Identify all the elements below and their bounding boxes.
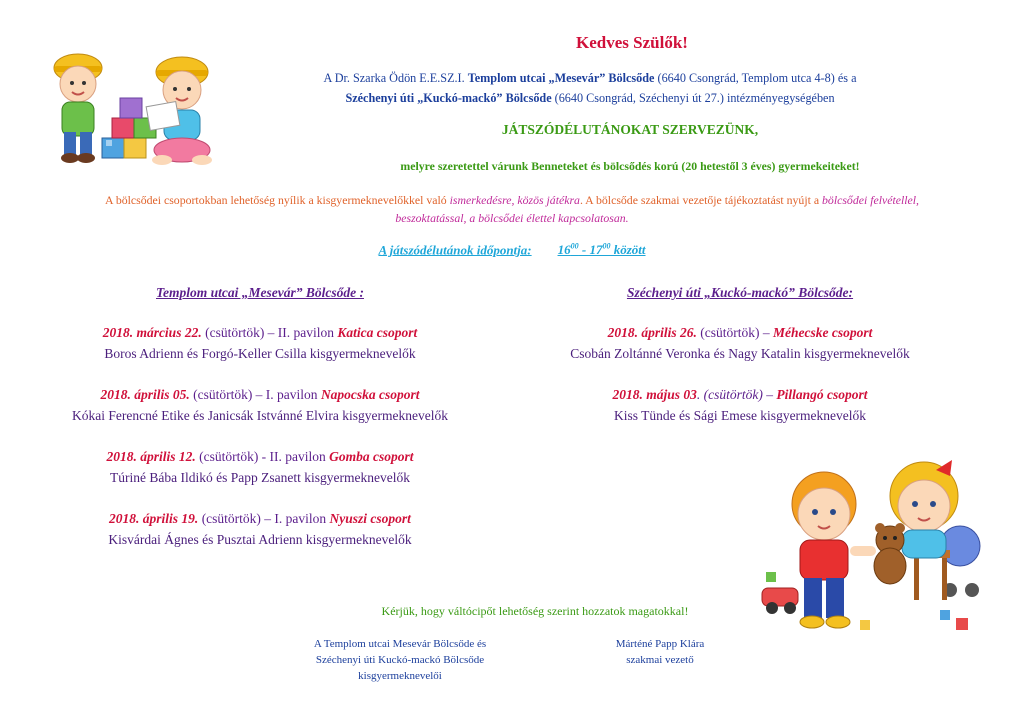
intro-text-3: (6640 Csongrád, Széchenyi út 27.) intézményegységében xyxy=(551,91,835,105)
signature-right xyxy=(580,636,740,668)
signature-left xyxy=(280,636,520,684)
entry-date: 2018. április 12. xyxy=(106,449,196,464)
info-italic-3: beszoktatással, a bölcsődei élettel kapcsolatosan. xyxy=(395,211,629,225)
time-sep: - 17 xyxy=(578,242,603,258)
right-column-heading: Széchenyi úti „Kuckó-mackó” Bölcsőde: xyxy=(626,285,854,300)
entry-date: 2018. május 03 xyxy=(612,387,697,402)
entry-details: (csütörtök) – I. pavilon xyxy=(198,511,330,526)
left-column-heading: Templom utcai „Mesevár” Bölcsőde : xyxy=(156,285,364,300)
entry-caregivers: Boros Adrienn és Forgó-Keller Csilla kisgyermeknevelők xyxy=(104,346,416,361)
time-suffix: között xyxy=(610,242,646,258)
entry-details: (csütörtök) – xyxy=(696,325,773,340)
time-label: A játszódélutánok időpontja: xyxy=(378,242,532,258)
schedule-entry xyxy=(20,384,500,426)
footer-note: Kérjük, hogy váltócipőt lehetőség szerint hozzatok magatokkal! xyxy=(381,604,689,618)
entry-caregivers: Csobán Zoltánné Veronka és Nagy Katalin kisgyermeknevelők xyxy=(570,346,910,361)
entry-group: Pillangó csoport xyxy=(776,387,868,402)
nursery-mesevar-name: Templom utcai „Mesevár” Bölcsőde xyxy=(467,71,655,85)
entry-details: (csütörtök) – II. pavilon xyxy=(201,325,338,340)
entry-details: (csütörtök) – I. pavilon xyxy=(189,387,321,402)
time-from: 16 xyxy=(557,242,571,258)
time-range xyxy=(558,242,646,257)
schedule-entry xyxy=(20,322,500,364)
entry-date: 2018. április 05. xyxy=(100,387,190,402)
info-paragraph xyxy=(40,191,984,227)
info-text-2: . A bölcsőde szakmai vezetője tájékoztatást nyújt a xyxy=(579,193,823,207)
entry-group: Gomba csoport xyxy=(329,449,414,464)
entry-caregivers: Túriné Bába Ildikó és Papp Zsanett kisgyermeknevelők xyxy=(110,470,410,485)
entry-group: Katica csoport xyxy=(337,325,418,340)
info-text-1: A bölcsődei csoportokban lehetőség nyílik a kisgyermeknevelőkkel való xyxy=(105,193,450,207)
entry-date: 2018. április 19. xyxy=(109,511,199,526)
entry-caregivers: Kisvárdai Ágnes és Pusztai Adrienn kisgyermeknevelők xyxy=(108,532,412,547)
headline: JÁTSZÓDÉLUTÁNOKAT SZERVEZÜNK, xyxy=(501,122,759,137)
time-to-sup: 00 xyxy=(602,242,611,251)
entry-group: Nyuszi csoport xyxy=(329,511,411,526)
entry-details: . (csütörtök) – xyxy=(696,387,777,402)
invitation-line: melyre szeretettel várunk Benneteket és bölcsődés korú (20 hetestől 3 éves) gyermekeiteket! xyxy=(400,159,860,173)
schedule-entry xyxy=(20,446,500,488)
entry-details: (csütörtök) - II. pavilon xyxy=(195,449,330,464)
signature-left-line: Széchenyi úti Kuckó-mackó Bölcsőde xyxy=(315,654,485,666)
info-italic-1: ismerkedésre, közös játékra xyxy=(449,193,580,207)
entry-date: 2018. március 22. xyxy=(102,325,202,340)
nursery-kucko-name: Széchenyi úti „Kuckó-mackó” Bölcsőde xyxy=(345,91,552,105)
signature-left-line: kisgyermeknevelői xyxy=(358,670,442,682)
signature-left-line: A Templom utcai Mesevár Bölcsőde és xyxy=(313,638,487,650)
entry-date: 2018. április 26. xyxy=(607,325,697,340)
intro-text-1: A Dr. Szarka Ödön E.E.SZ.I. xyxy=(323,71,468,85)
info-italic-2: bölcsődei felvétellel, xyxy=(822,193,919,207)
schedule-entry xyxy=(500,322,980,364)
entry-caregivers: Kiss Tünde és Sági Emese kisgyermeknevelők xyxy=(613,408,867,423)
schedule-entry xyxy=(500,384,980,426)
signature-right-name: Márténé Papp Klára xyxy=(615,638,705,650)
entry-group: Méhecske csoport xyxy=(773,325,873,340)
entry-group: Napocska csoport xyxy=(320,387,420,402)
schedule-entry xyxy=(20,508,500,550)
intro-text-2: (6640 Csongrád, Templom utca 4-8) és a xyxy=(654,71,857,85)
time-from-sup: 00 xyxy=(570,242,579,251)
entry-caregivers: Kókai Ferencné Etike és Janicsák Istvánné Elvira kisgyermeknevelők xyxy=(72,408,448,423)
signature-right-role: szakmai vezető xyxy=(626,654,694,666)
intro-paragraph xyxy=(230,68,950,108)
time-line xyxy=(0,242,1024,258)
page-title: Kedves Szülők! xyxy=(576,33,688,52)
